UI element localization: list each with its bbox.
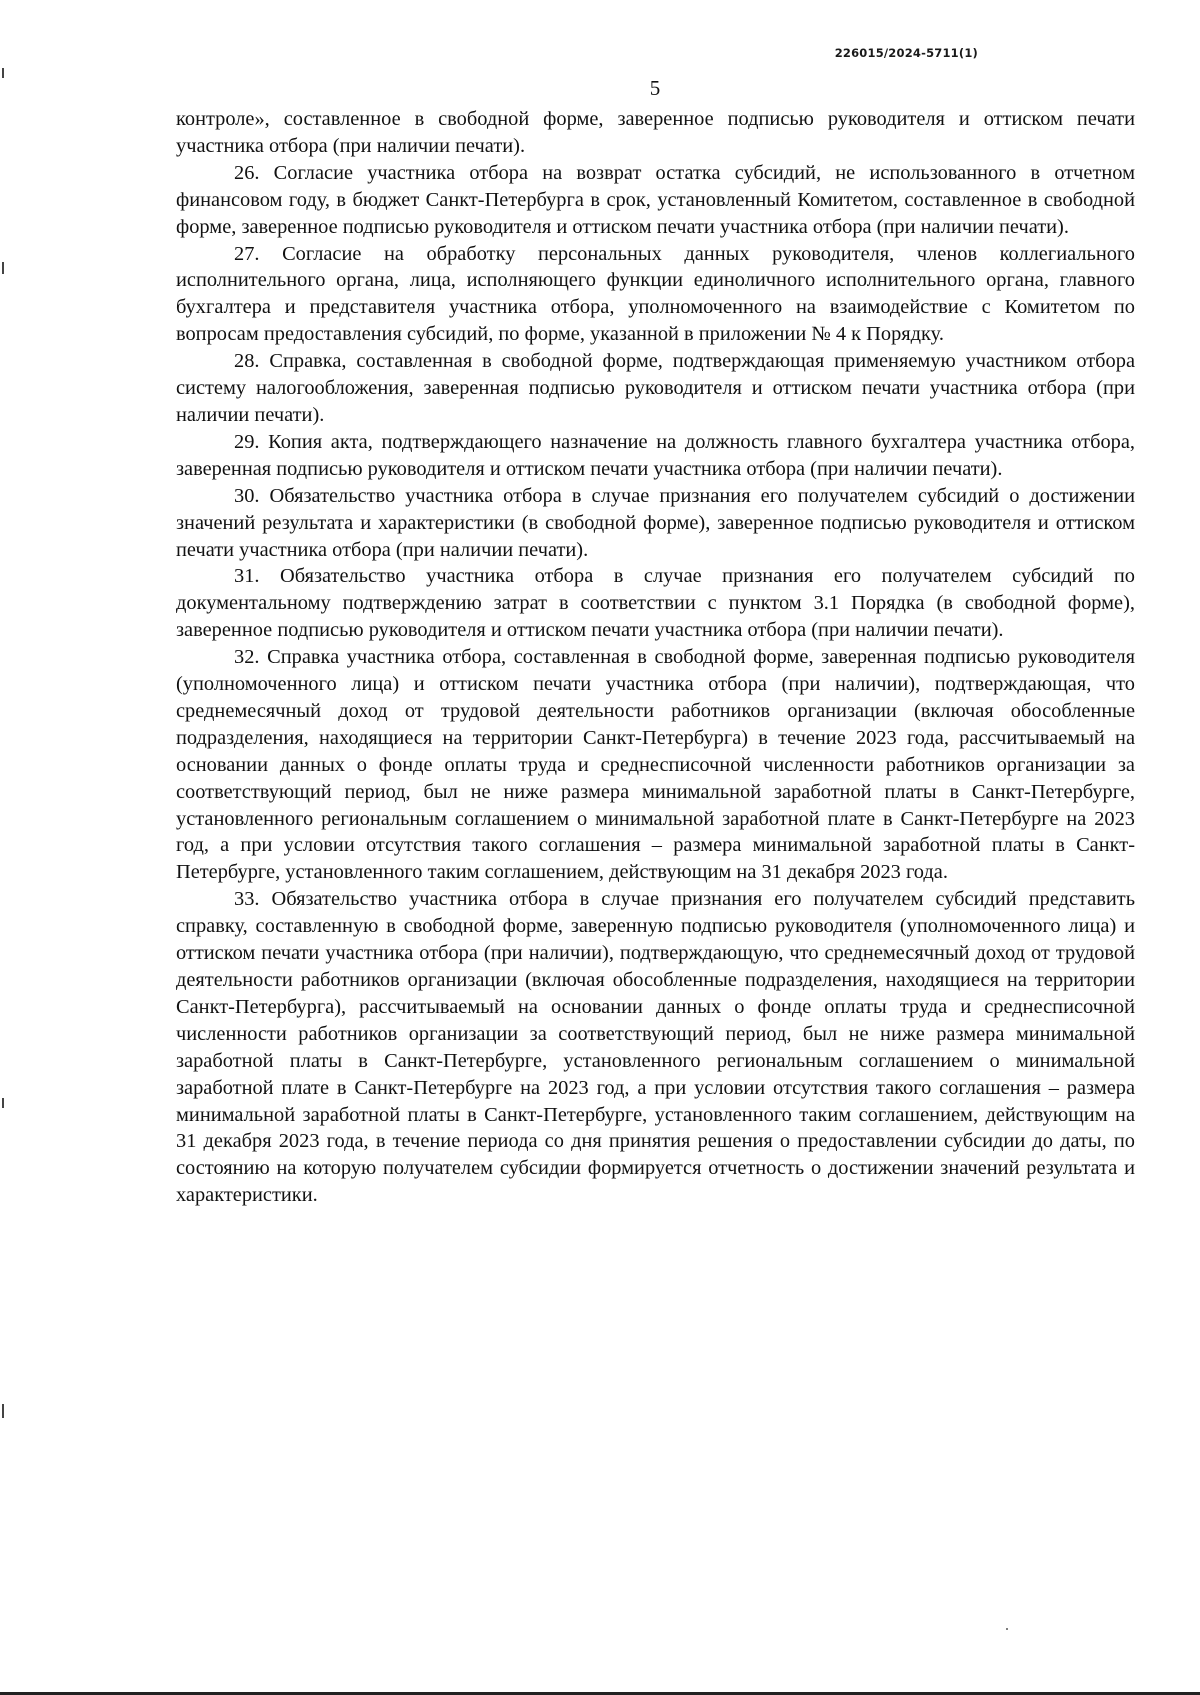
paragraph-28: 28. Справка, составленная в свободной форме, подтверждающая применяемую участником отбора систему налогообложения, заверенная подписью руководителя и оттиском печати участника отбора (при наличии печати). — [176, 350, 1135, 426]
paragraph-26: 26. Согласие участника отбора на возврат остатка субсидий, не использованного в отчетном финансовом году, в бюджет Санкт-Петербурга в срок, установленный Комитетом, составленное в свободной форме, заверенное подписью руководителя и оттиском печати участника отбора (при наличии печати). — [176, 161, 1135, 238]
paragraph-continuation: контроле», составленное в свободной форме, заверенное подписью руководителя и оттиском печати участника отбора (при наличии печати). — [176, 108, 1135, 157]
paragraph-33: 33. Обязательство участника отбора в случае признания его получателем субсидий представить справку, составленную в свободной форме, заверенную подписью руководителя (уполномоченного лица) и оттиском печати участника отбора (при наличии), подтверждающую, что среднемесячный доход от трудовой деятельности работников организации (включая обособленные подразделения, находящиеся на территории Санкт-Петербурга), рассчитываемый на основании данных о фонде оплаты труда и среднесписочной численности работников организации за соответствующий период, был не ниже размера минимальной заработной платы в Санкт-Петербурге, установленного региональным соглашением о минимальной заработной плате в Санкт-Петербурге на 2023 год, а при условии отсутствия такого соглашения – размера минимальной заработной платы в Санкт-Петербурге, установленного таким соглашением, действующим на 31 декабря 2023 года, в течение периода со дня принятия решения о предоставлении субсидии до даты, по состоянию на которую получателем субсидии формируется отчетность о достижении значений результата и характеристики. — [176, 888, 1135, 1207]
paragraph-27: 27. Согласие на обработку персональных данных руководителя, членов коллегиального исполнительного органа, лица, исполняющего функции единоличного исполнительного органа, главного бухгалтера и представителя участника отбора, уполномоченного на взаимодействие с Комитетом по вопросам предоставления субсидий, по форме, указанной в приложении № 4 к Порядку. — [176, 242, 1135, 346]
document-id: 226015/2024-5711(1) — [834, 46, 978, 60]
paragraph-29: 29. Копия акта, подтверждающего назначение на должность главного бухгалтера участника отбора, заверенная подписью руководителя и оттиском печати участника отбора (при наличии печати). — [176, 430, 1135, 480]
paragraph-32: 32. Справка участника отбора, составленная в свободной форме, заверенная подписью руководителя (уполномоченного лица) и оттиском печати участника отбора (при наличии), подтверждающая, что среднемесячный доход от трудовой деятельности работников организации (включая обособленные подразделения, находящиеся на территории Санкт-Петербурга) в течение 2023 года, рассчитываемый на основании данных о фонде оплаты труда и среднесписочной численности работников организации за соответствующий период, был не ниже размера минимальной заработной платы в Санкт-Петербурге, установленного региональным соглашением о минимальной заработной плате в Санкт-Петербурге на 2023 год, а при условии отсутствия такого соглашения – размера минимальной заработной платы в Санкт-Петербурге, установленного таким соглашением, действующим на 31 декабря 2023 года. — [176, 646, 1135, 884]
scan-artifact — [1006, 1628, 1008, 1630]
paragraph-31: 31. Обязательство участника отбора в случае признания его получателем субсидий по документальному подтверждению затрат в соответствии с пунктом 3.1 Порядка (в свободной форме), заверенное подписью руководителя и оттиском печати участника отбора (при наличии печати). — [176, 565, 1135, 642]
scan-artifact — [2, 262, 4, 274]
paragraph-30: 30. Обязательство участника отбора в случае признания его получателем субсидий о достижении значений результата и характеристики (в свободной форме), заверенное подписью руководителя и оттиском печати участника отбора (при наличии печати). — [176, 484, 1135, 561]
document-body — [176, 106, 1135, 1209]
scan-artifact — [2, 1098, 4, 1108]
scan-artifact — [2, 68, 4, 78]
page-number: 5 — [649, 76, 661, 100]
scan-artifact — [2, 1404, 4, 1418]
